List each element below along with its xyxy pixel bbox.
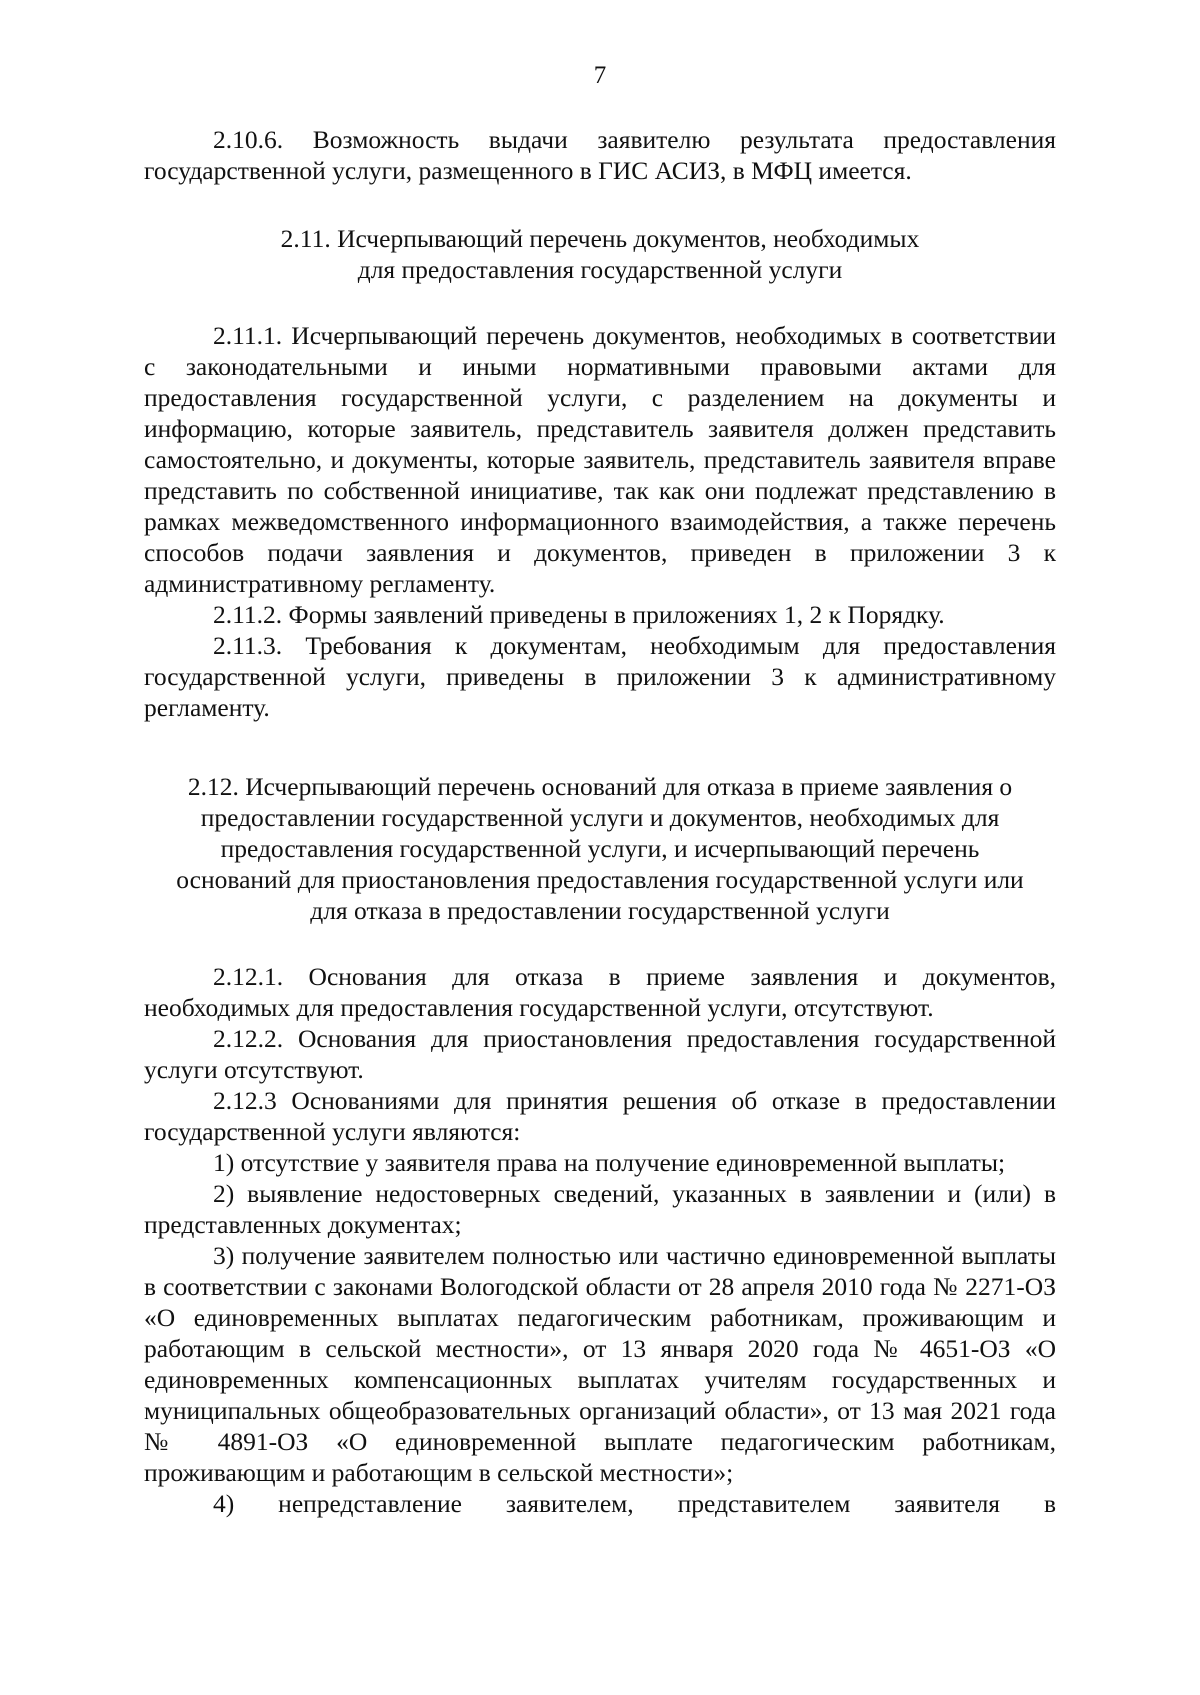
heading-line: для отказа в предоставлении государственной услуги [310, 896, 890, 925]
spacer [144, 723, 1056, 771]
heading-line: для предоставления государственной услуги [357, 255, 843, 284]
paragraph-2-10-6: 2.10.6. Возможность выдачи заявителю результата предоставления государственной услуги, размещенного в ГИС АСИЗ, в МФЦ имеется. [144, 125, 1056, 185]
paragraph-2-11-1: 2.11.1. Исчерпывающий перечень документов, необходимых в соответствии с законодательными и иными нормативными правовыми актами для предоставления государственной услуги, с разделением на документы и информацию, которые заявитель, представитель заявителя должен представить самостоятельно, и документы, которые заявитель, представитель заявителя вправе представить по собственной инициативе, так как они подлежат представлению в рамках межведомственного информационного взаимодействия, а также перечень способов подачи заявления и документов, приведен в приложении 3 к административному регламенту. [144, 321, 1056, 598]
heading-line: предоставлении государственной услуги и документов, необходимых для [200, 803, 1000, 832]
list-item-2: 2) выявление недостоверных сведений, указанных в заявлении и (или) в представленных документах; [144, 1179, 1056, 1239]
paragraph-2-12-3: 2.12.3 Основаниями для принятия решения об отказе в предоставлении государственной услуги являются: [144, 1086, 1056, 1146]
list-item-4: 4) непредставление заявителем, представителем заявителя в [213, 1489, 1056, 1518]
heading-line: предоставления государственной услуги, и исчерпывающий перечень [220, 834, 980, 863]
list-item-3: 3) получение заявителем полностью или частично единовременной выплаты в соответствии с законами Вологодской области от 28 апреля 2010 года № 2271-ОЗ «О единовременных выплатах педагогическим работникам, проживающим и работающим в сельской местности», от 13 января 2020 года № 4651-ОЗ «О единовременных компенсационных выплатах учителям государственных и муниципальных общеобразовательных организаций области», от 13 мая 2021 года № 4891-ОЗ «О единовременной выплате педагогическим работникам, проживающим и работающим в сельской местности»; [144, 1241, 1056, 1487]
page-number: 7 [593, 62, 607, 89]
heading-line: 2.12. Исчерпывающий перечень оснований для отказа в приеме заявления о [187, 772, 1013, 801]
document-body [144, 124, 1056, 1519]
heading-line: 2.11. Исчерпывающий перечень документов, необходимых [280, 224, 920, 253]
list-item-1: 1) отсутствие у заявителя права на получение единовременной выплаты; [213, 1148, 1006, 1177]
heading-line: оснований для приостановления предоставления государственной услуги или [176, 865, 1024, 894]
paragraph-2-11-3: 2.11.3. Требования к документам, необходимым для предоставления государственной услуги, приведены в приложении 3 к административному регламенту. [144, 631, 1056, 722]
paragraph-2-11-2: 2.11.2. Формы заявлений приведены в приложениях 1, 2 к Порядку. [213, 600, 945, 629]
section-heading-2-11 [144, 223, 1056, 285]
paragraph-2-12-1: 2.12.1. Основания для отказа в приеме заявления и документов, необходимых для предоставления государственной услуги, отсутствуют. [144, 962, 1056, 1022]
section-heading-2-12 [144, 771, 1056, 926]
paragraph-2-12-2: 2.12.2. Основания для приостановления предоставления государственной услуги отсутствуют. [144, 1024, 1056, 1084]
